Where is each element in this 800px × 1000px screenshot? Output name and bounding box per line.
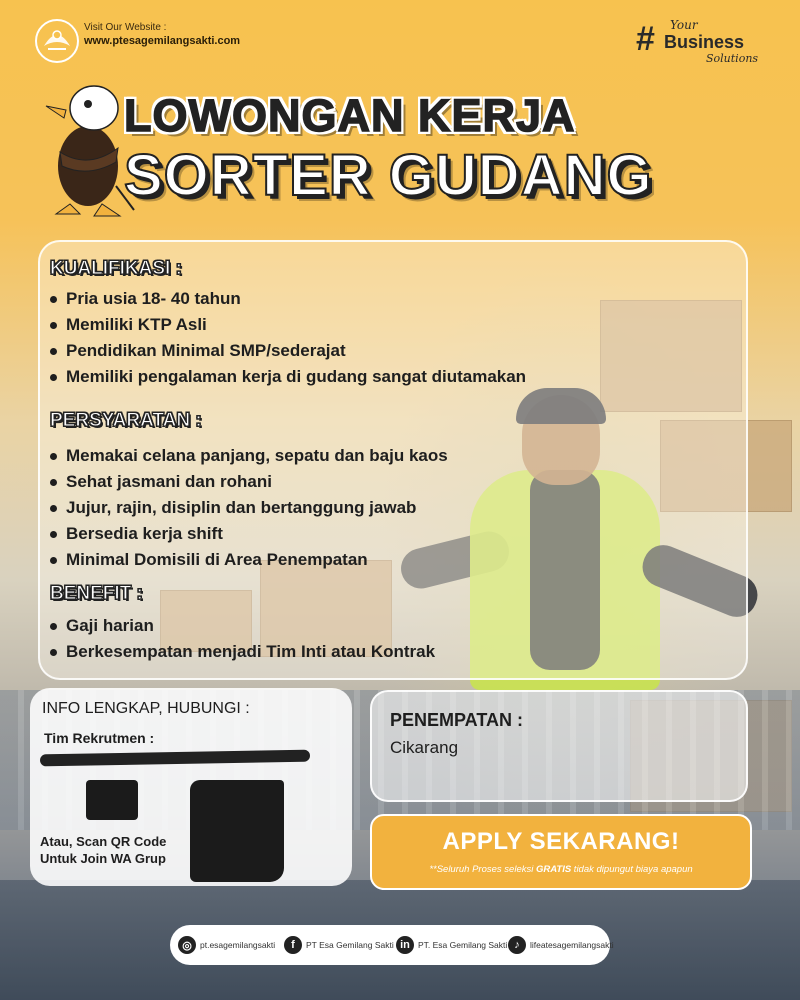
list-item <box>48 286 526 312</box>
bullet-icon <box>50 453 57 460</box>
benefit-list <box>48 613 435 665</box>
apply-note-start: **Seluruh Proses seleksi <box>429 864 536 875</box>
social-facebook[interactable] <box>284 935 394 955</box>
social-media-bar <box>170 925 614 965</box>
list-item <box>48 338 526 364</box>
social-linkedin[interactable] <box>396 935 507 955</box>
list-item <box>48 312 526 338</box>
list-item-text: Minimal Domisili di Area Penempatan <box>66 550 368 569</box>
bullet-icon <box>50 348 57 355</box>
social-tiktok[interactable] <box>508 935 614 955</box>
instagram-icon: ◎ <box>178 936 196 954</box>
bullet-icon <box>50 557 57 564</box>
list-item <box>48 469 448 495</box>
list-item-text: Gaji harian <box>66 616 154 635</box>
kualifikasi-list <box>48 286 526 390</box>
tiktok-icon: ♪ <box>508 936 526 954</box>
list-item <box>48 495 448 521</box>
apply-note-end: tidak dipungut biaya apapun <box>571 864 693 875</box>
list-item-text: Jujur, rajin, disiplin dan bertanggung jawab <box>66 498 417 517</box>
redacted-phone <box>40 750 310 767</box>
facebook-icon: f <box>284 936 302 954</box>
headline-line2: SORTER GUDANG <box>124 143 653 208</box>
qr-note-line2: Untuk Join WA Grup <box>40 851 166 866</box>
company-logo-icon <box>34 18 80 64</box>
list-item-text: Pria usia 18- 40 tahun <box>66 289 241 308</box>
eagle-mascot-icon <box>36 74 136 224</box>
brand-hash: # <box>636 20 655 58</box>
brand-your: Your <box>670 18 698 32</box>
apply-note-bold: GRATIS <box>535 864 572 875</box>
brand-business: Business <box>664 32 745 52</box>
apply-button-label: APPLY SEKARANG! <box>442 828 680 855</box>
qr-note-line1: Atau, Scan QR Code <box>40 834 167 849</box>
list-item <box>48 521 448 547</box>
bullet-icon <box>50 296 57 303</box>
social-facebook-text: PT Esa Gemilang Sakti <box>306 940 394 950</box>
list-item-text: Pendidikan Minimal SMP/sederajat <box>66 341 346 360</box>
list-item <box>48 613 435 639</box>
recruitment-team-label: Tim Rekrutmen : <box>44 730 155 746</box>
kualifikasi-heading: KUALIFIKASI : <box>50 258 182 279</box>
list-item-text: Sehat jasmani dan rohani <box>66 472 272 491</box>
list-item-text: Memakai celana panjang, sepatu dan baju kaos <box>66 446 448 465</box>
redacted-qr-small <box>86 780 138 820</box>
placement-card <box>370 690 748 802</box>
website-url-link[interactable]: www.ptesagemilangsakti.com <box>84 35 241 47</box>
apply-now-button[interactable] <box>370 814 752 890</box>
list-item-text: Bersedia kerja shift <box>66 524 223 543</box>
brand-logo <box>636 18 776 66</box>
brand-solutions: Solutions <box>706 52 759 65</box>
list-item-text: Berkesempatan menjadi Tim Inti atau Kontrak <box>66 642 436 661</box>
headline-line1: LOWONGAN KERJA <box>124 90 576 141</box>
persyaratan-heading: PERSYARATAN : <box>50 410 202 431</box>
bullet-icon <box>50 623 57 630</box>
list-item-text: Memiliki pengalaman kerja di gudang sangat diutamakan <box>66 367 527 386</box>
apply-note <box>372 864 750 875</box>
bullet-icon <box>50 322 57 329</box>
social-instagram[interactable] <box>178 935 275 955</box>
list-item <box>48 443 448 469</box>
list-item-text: Memiliki KTP Asli <box>66 315 207 334</box>
redacted-qr-code[interactable] <box>190 780 284 882</box>
contact-card <box>30 688 352 886</box>
social-tiktok-text: lifeatesagemilangsakti <box>530 940 614 950</box>
bullet-icon <box>50 649 57 656</box>
bullet-icon <box>50 479 57 486</box>
bullet-icon <box>50 374 57 381</box>
bullet-icon <box>50 531 57 538</box>
contact-heading: INFO LENGKAP, HUBUNGI : <box>42 700 250 717</box>
placement-value: Cikarang <box>390 738 459 757</box>
bullet-icon <box>50 505 57 512</box>
benefit-heading: BENEFIT : <box>50 583 143 604</box>
linkedin-icon: in <box>396 936 414 954</box>
website-label: Visit Our Website : <box>84 22 167 33</box>
persyaratan-list <box>48 443 448 573</box>
social-instagram-text: pt.esagemilangsakti <box>200 940 276 950</box>
list-item <box>48 364 526 390</box>
social-linkedin-text: PT. Esa Gemilang Sakti <box>418 940 508 950</box>
list-item <box>48 547 448 573</box>
list-item <box>48 639 435 665</box>
placement-heading: PENEMPATAN : <box>390 710 523 730</box>
